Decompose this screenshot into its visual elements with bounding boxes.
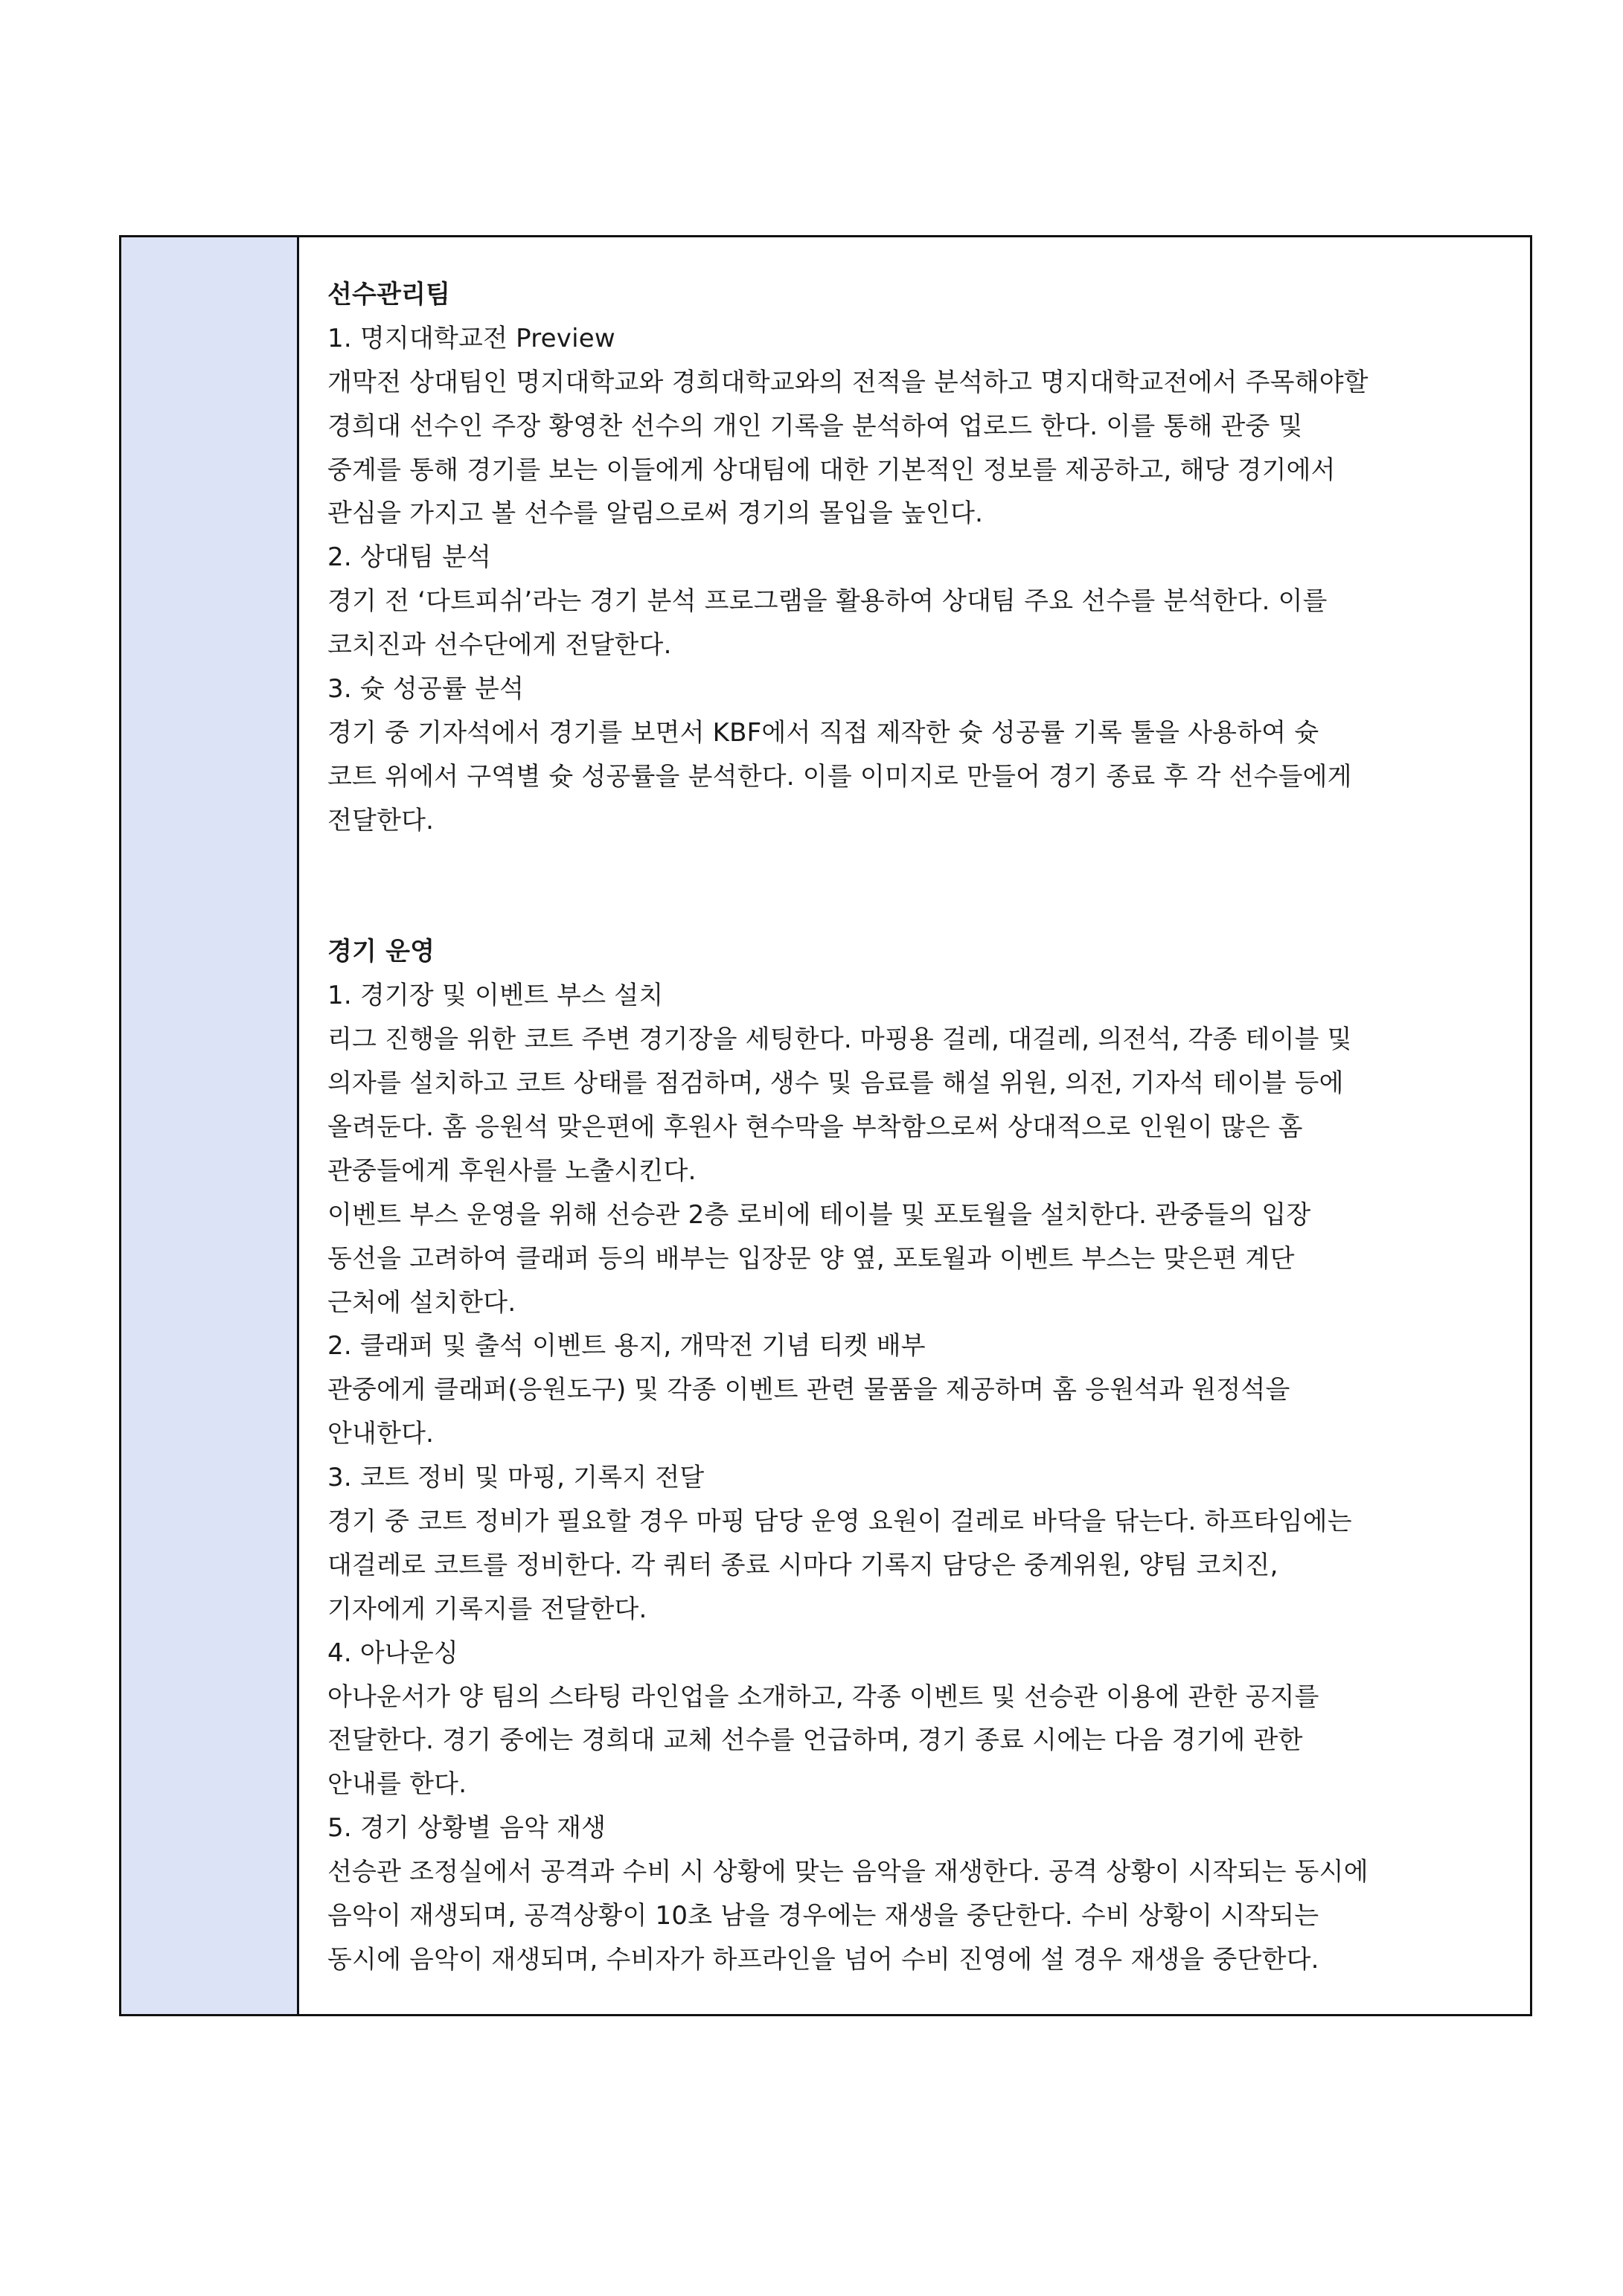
text-line: 관중에게 클래퍼(응원도구) 및 각종 이벤트 관련 물품을 제공하며 홈 응원석과 원정석을 bbox=[327, 1375, 1290, 1405]
text-line: 3. 슛 성공률 분석 bbox=[327, 674, 525, 705]
text-line: 안내한다. bbox=[327, 1419, 435, 1449]
section-game-operation bbox=[327, 930, 1515, 1981]
text-line: 동선을 고려하여 클래퍼 등의 배부는 입장문 양 옆, 포토월과 이벤트 부스는 맞은편 계단 bbox=[327, 1243, 1295, 1274]
text-line: 5. 경기 상황별 음악 재생 bbox=[327, 1813, 606, 1844]
text-line: 대걸레로 코트를 정비한다. 각 쿼터 종료 시마다 기록지 담당은 중계위원, 양팀 코치진, bbox=[327, 1550, 1278, 1580]
text-line: 음악이 재생되며, 공격상황이 10초 남을 경우에는 재생을 중단한다. 수비 상황이 시작되는 bbox=[327, 1900, 1319, 1931]
label-column bbox=[121, 237, 299, 2014]
section-heading: 선수관리팀 bbox=[327, 280, 451, 310]
text-line: 의자를 설치하고 코트 상태를 점검하며, 생수 및 음료를 해설 위원, 의전, 기자석 테이블 등에 bbox=[327, 1068, 1344, 1099]
text-line: 2. 상대팀 분석 bbox=[327, 542, 492, 573]
text-line: 전달한다. 경기 중에는 경희대 교체 선수를 언급하며, 경기 종료 시에는 다음 경기에 관한 bbox=[327, 1725, 1303, 1756]
content-column bbox=[299, 237, 1530, 2014]
text-line: 기자에게 기록지를 전달한다. bbox=[327, 1594, 647, 1624]
text-line: 경희대 선수인 주장 황영찬 선수의 개인 기록을 분석하여 업로드 한다. 이를 통해 관중 및 bbox=[327, 411, 1303, 441]
text-line: 리그 진행을 위한 코트 주변 경기장을 세팅한다. 마핑용 걸레, 대걸레, 의전석, 각종 테이블 및 bbox=[327, 1024, 1352, 1055]
section-heading: 경기 운영 bbox=[327, 937, 435, 967]
text-line: 개막전 상대팀인 명지대학교와 경희대학교와의 전적을 분석하고 명지대학교전에서 주목해야할 bbox=[327, 367, 1368, 397]
document-table bbox=[119, 235, 1532, 2016]
text-line: 관심을 가지고 볼 선수를 알림으로써 경기의 몰입을 높인다. bbox=[327, 498, 984, 529]
section-body bbox=[327, 974, 1515, 1981]
text-line: 2. 클래퍼 및 출석 이벤트 용지, 개막전 기념 티켓 배부 bbox=[327, 1331, 926, 1362]
section-player-management bbox=[327, 273, 1515, 843]
text-line: 올려둔다. 홈 응원석 맞은편에 후원사 현수막을 부착함으로써 상대적으로 인원이 많은 홈 bbox=[327, 1112, 1303, 1142]
text-line: 근처에 설치한다. bbox=[327, 1287, 516, 1318]
text-line: 4. 아나운싱 bbox=[327, 1638, 459, 1668]
section-spacer bbox=[327, 843, 1515, 931]
text-line: 전달한다. bbox=[327, 805, 435, 836]
text-line: 경기 중 코트 정비가 필요할 경우 마핑 담당 운영 요원이 걸레로 바닥을 닦는다. 하프타임에는 bbox=[327, 1506, 1352, 1536]
text-line: 코트 위에서 구역별 슛 성공률을 분석한다. 이를 이미지로 만들어 경기 종료 후 각 선수들에게 bbox=[327, 761, 1352, 792]
text-line: 안내를 한다. bbox=[327, 1769, 467, 1800]
text-line: 이벤트 부스 운영을 위해 선승관 2층 로비에 테이블 및 포토월을 설치한다. 관중들의 입장 bbox=[327, 1199, 1311, 1230]
section-body bbox=[327, 317, 1515, 843]
text-line: 중계를 통해 경기를 보는 이들에게 상대팀에 대한 기본적인 정보를 제공하고, 해당 경기에서 bbox=[327, 455, 1336, 485]
text-line: 1. 경기장 및 이벤트 부스 설치 bbox=[327, 981, 664, 1011]
text-line: 관중들에게 후원사를 노출시킨다. bbox=[327, 1155, 697, 1186]
text-line: 아나운서가 양 팀의 스타팅 라인업을 소개하고, 각종 이벤트 및 선승관 이용에 관한 공지를 bbox=[327, 1681, 1319, 1712]
text-line: 1. 명지대학교전 Preview bbox=[327, 323, 615, 353]
text-line: 선승관 조정실에서 공격과 수비 시 상황에 맞는 음악을 재생한다. 공격 상황이 시작되는 동시에 bbox=[327, 1857, 1368, 1888]
text-line: 3. 코트 정비 및 마핑, 기록지 전달 bbox=[327, 1463, 705, 1493]
text-line: 동시에 음악이 재생되며, 수비자가 하프라인을 넘어 수비 진영에 설 경우 재생을 중단한다. bbox=[327, 1944, 1319, 1975]
text-line: 경기 중 기자석에서 경기를 보면서 KBF에서 직접 제작한 슛 성공률 기록 툴을 사용하여 슛 bbox=[327, 717, 1319, 748]
text-line: 경기 전 ‘다트피쉬’라는 경기 분석 프로그램을 활용하여 상대팀 주요 선수를 분석한다. 이를 bbox=[327, 586, 1328, 617]
text-line: 코치진과 선수단에게 전달한다. bbox=[327, 630, 672, 661]
